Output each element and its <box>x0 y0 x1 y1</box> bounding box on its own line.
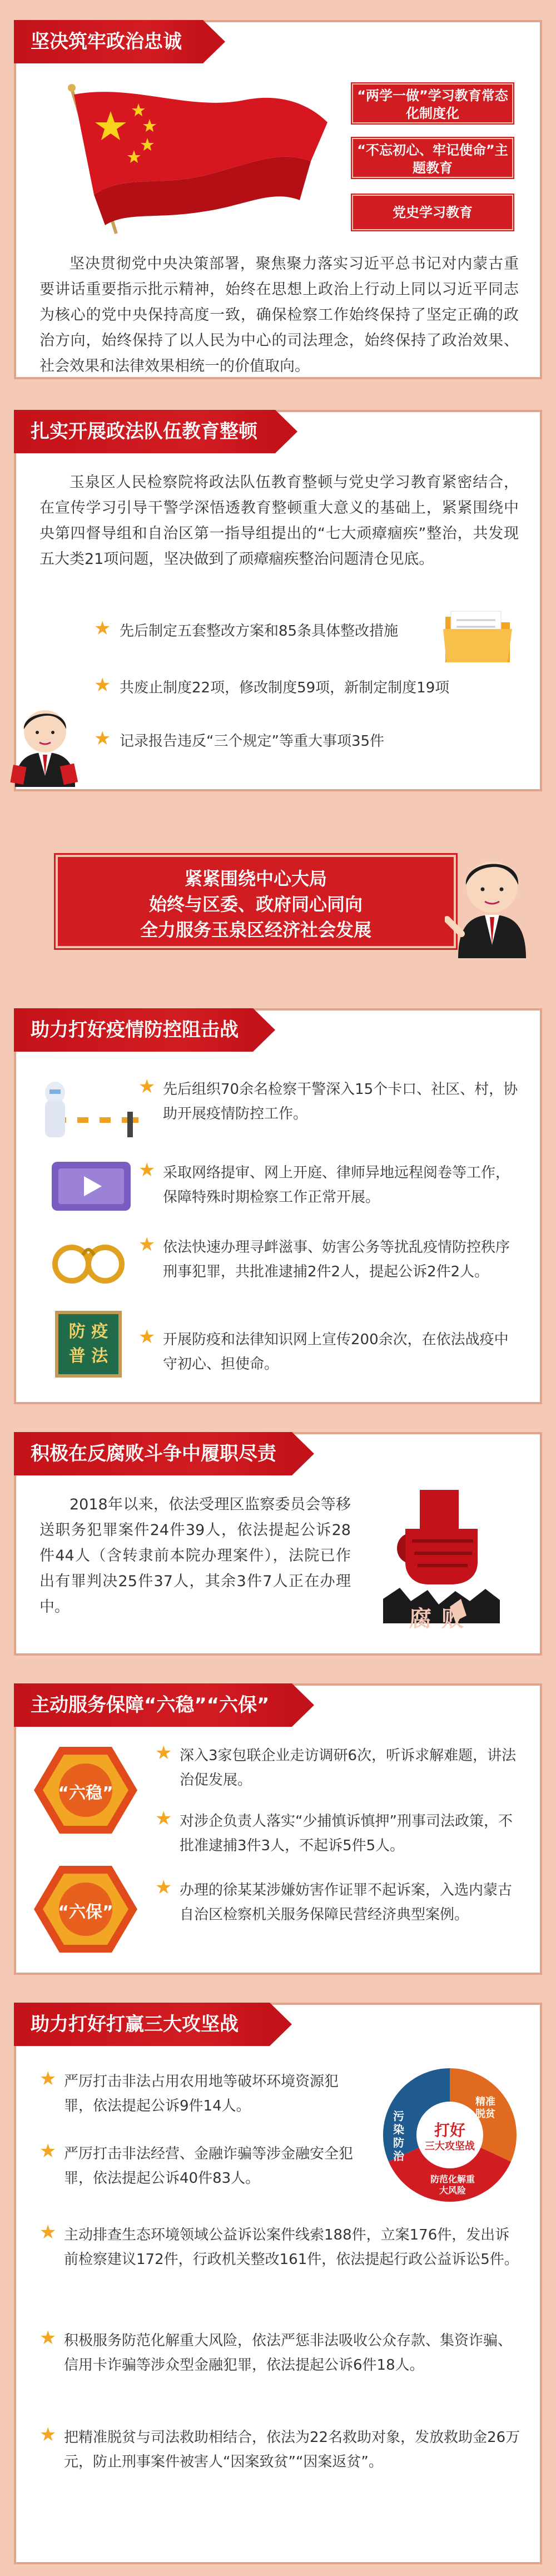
tag-party-history: 党史学习教育 <box>352 195 513 230</box>
donut-center-subtitle: 三大攻坚战 <box>425 2141 475 2152</box>
banner-line-2: 始终与区委、政府同心同向 <box>148 894 363 915</box>
item-text: 积极服务防范化解重大风险，依法严惩非法吸收公众存款、集资诈骗、信用卡诈骗等涉众型金融犯罪，依法提起公诉6件18人。 <box>64 2332 513 2374</box>
item-text: 采取网络提审、网上开庭、律师异地远程阅卷等工作，保障特殊时期检察工作正常开展。 <box>163 1165 510 1206</box>
star-icon: ★ <box>138 1159 156 1181</box>
list-item <box>39 2223 523 2272</box>
section-title: 扎实开展政法队伍教育整顿 <box>14 410 275 453</box>
list-item <box>138 1161 522 1210</box>
item-text: 严厉打击非法经营、金融诈骗等涉金融安全犯罪，依法提起公诉40件83人。 <box>64 2146 354 2187</box>
prosecutor-avatar <box>6 692 84 787</box>
badge-text: “六保” <box>58 1903 113 1922</box>
list-item <box>94 619 439 643</box>
list-item <box>39 2329 523 2377</box>
protective-suit-worker-icon <box>33 1073 144 1140</box>
star-icon: ★ <box>138 1326 156 1348</box>
item-text: 办理的徐某某涉嫌妨害作证罪不起诉案，入选内蒙古自治区检察机关服务保障民营经济典型案例。 <box>180 1882 513 1923</box>
tag-original-aspiration: “不忘初心、牢记使命”主题教育 <box>352 138 513 178</box>
folder-icon <box>442 607 514 666</box>
list-item <box>138 1235 522 1284</box>
list-item <box>155 1809 522 1858</box>
mission-banner <box>0 836 556 975</box>
section-team-rectification <box>14 410 542 791</box>
item-text: 记录报告违反“三个规定”等重大事项35件 <box>120 733 385 750</box>
corruption-characters: 腐败 <box>409 1606 474 1632</box>
section-title: 助力打好打赢三大攻坚战 <box>14 2003 270 2046</box>
section-title: 助力打好疫情防控阻击战 <box>14 1008 253 1052</box>
red-flag-illustration <box>49 78 339 239</box>
list-item <box>39 2069 362 2118</box>
section-anti-corruption <box>14 1432 542 1656</box>
star-icon: ★ <box>39 2424 57 2446</box>
donut-center-title: 打好 <box>434 2121 465 2139</box>
item-text: 依法快速办理寻衅滋事、妨害公务等扰乱疫情防控秩序刑事犯罪，共批准逮捕2件2人，提起公诉2件2人。 <box>163 1239 510 1280</box>
list-item <box>39 2425 523 2474</box>
star-icon: ★ <box>94 617 111 640</box>
epidemic-law-sign-icon <box>55 1311 122 1378</box>
six-stabilities-badge <box>33 1745 138 1836</box>
section-title: 积极在反腐败斗争中履职尽责 <box>14 1432 292 1475</box>
badge-text: “六稳” <box>58 1784 113 1803</box>
item-text: 严厉打击非法占用农用地等破坏环境资源犯罪，依法提起公诉9件14人。 <box>64 2073 339 2114</box>
sign-text-top: 防 疫 <box>68 1322 108 1341</box>
star-icon: ★ <box>94 674 111 696</box>
list-item <box>155 1743 522 1792</box>
section-six-stabilities <box>14 1683 542 1975</box>
handcuffs-icon <box>49 1233 127 1289</box>
list-item <box>138 1327 522 1376</box>
banner-ribbon <box>56 855 456 948</box>
section-political-loyalty <box>14 20 542 379</box>
star-icon: ★ <box>138 1076 156 1098</box>
item-text: 把精准脱贫与司法救助相结合，依法为22名救助对象，发放救助金26万元，防止刑事案件被害人“因案致贫”“因案返贫”。 <box>64 2429 520 2470</box>
star-icon: ★ <box>39 2327 57 2349</box>
section-epidemic-prevention <box>14 1008 542 1404</box>
sign-text-bottom: 普 法 <box>68 1346 108 1366</box>
star-icon: ★ <box>39 2140 57 2162</box>
section-paragraph: 玉泉区人民检察院将政法队伍教育整顿与党史学习教育紧密结合，在宣传学习引导干警学深悟透教育整顿重大意义的基础上，紧紧围绕中央第四督导组和自治区第一指导组提出的“七大顽瘴痼疾”整治，共发现五大类21项问题，坚决做到了顽瘴痼疾整治问题清仓见底。 <box>39 474 519 568</box>
six-guarantees-badge <box>33 1864 138 1955</box>
star-icon: ★ <box>39 2221 57 2243</box>
star-icon: ★ <box>39 2068 57 2090</box>
section-three-battles <box>14 2003 542 2564</box>
list-item <box>138 1077 522 1126</box>
item-text: 开展防疫和法律知识网上宣传200余次，在依法战疫中守初心、担使命。 <box>163 1331 509 1373</box>
list-item <box>94 729 517 754</box>
list-item <box>94 676 517 700</box>
fist-smashing-corruption-illustration <box>366 1490 517 1640</box>
list-item <box>39 2142 362 2191</box>
three-battles-donut <box>378 2063 522 2207</box>
section-paragraph: 坚决贯彻党中央决策部署，聚焦聚力落实习近平总书记对内蒙古重要讲话重要指示批示精神，始终在思想上政治上行动上同以习近平同志为核心的党中央保持高度一致，确保检察工作始终保持了坚定正确的政治方向，始终保持了以人民为中心的司法理念，始终保持了政治效果、社会效果和法律效果相统一的价值取向。 <box>39 255 519 375</box>
section-title: 坚决筑牢政治忠诚 <box>14 20 203 63</box>
donut-label-risk: 防范化解重大风险 <box>430 2174 475 2196</box>
star-icon: ★ <box>155 1876 172 1899</box>
star-icon: ★ <box>94 727 111 750</box>
item-text: 主动排查生态环境领域公益诉讼案件线索188件，立案176件，发出诉前检察建议172件，行政机关整改161件，依法提起行政公益诉讼5件。 <box>64 2227 519 2268</box>
star-icon: ★ <box>155 1807 172 1830</box>
donut-label-pollution: 污染防治 <box>393 2109 404 2163</box>
list-item <box>155 1878 522 1927</box>
banner-line-3: 全力服务玉泉区经济社会发展 <box>140 919 371 940</box>
star-icon: ★ <box>155 1742 172 1764</box>
item-text: 对涉企负责人落实“少捕慎诉慎押”刑事司法政策，不批准逮捕3件3人，不起诉5件5人。 <box>180 1813 513 1854</box>
star-icon: ★ <box>138 1233 156 1256</box>
section-paragraph: 2018年以来，依法受理区监察委员会等移送职务犯罪案件24件39人，依法提起公诉28件44人（含转隶前本院办理案件），法院已作出有罪判决25件37人，其余3件7人正在办理中。 <box>39 1496 351 1616</box>
donut-label-poverty: 精准脱贫 <box>475 2096 495 2120</box>
section-title: 主动服务保障“六稳”“六保” <box>14 1683 292 1727</box>
item-text: 先后制定五套整改方案和85条具体整改措施 <box>120 623 399 640</box>
item-text: 深入3家包联企业走访调研6次，听诉求解难题，讲法治促发展。 <box>180 1747 517 1789</box>
item-text: 先后组织70余名检察干警深入15个卡口、社区、村，协助开展疫情防控工作。 <box>163 1081 518 1122</box>
video-call-icon <box>49 1160 133 1213</box>
item-text: 共废止制度22项，修改制度59项，新制定制度19项 <box>120 680 450 696</box>
prosecutor-pointing-avatar <box>445 836 539 958</box>
banner-line-1: 紧紧围绕中心大局 <box>184 868 327 889</box>
tag-two-studies: “两学一做”学习教育常态化制度化 <box>352 83 513 123</box>
